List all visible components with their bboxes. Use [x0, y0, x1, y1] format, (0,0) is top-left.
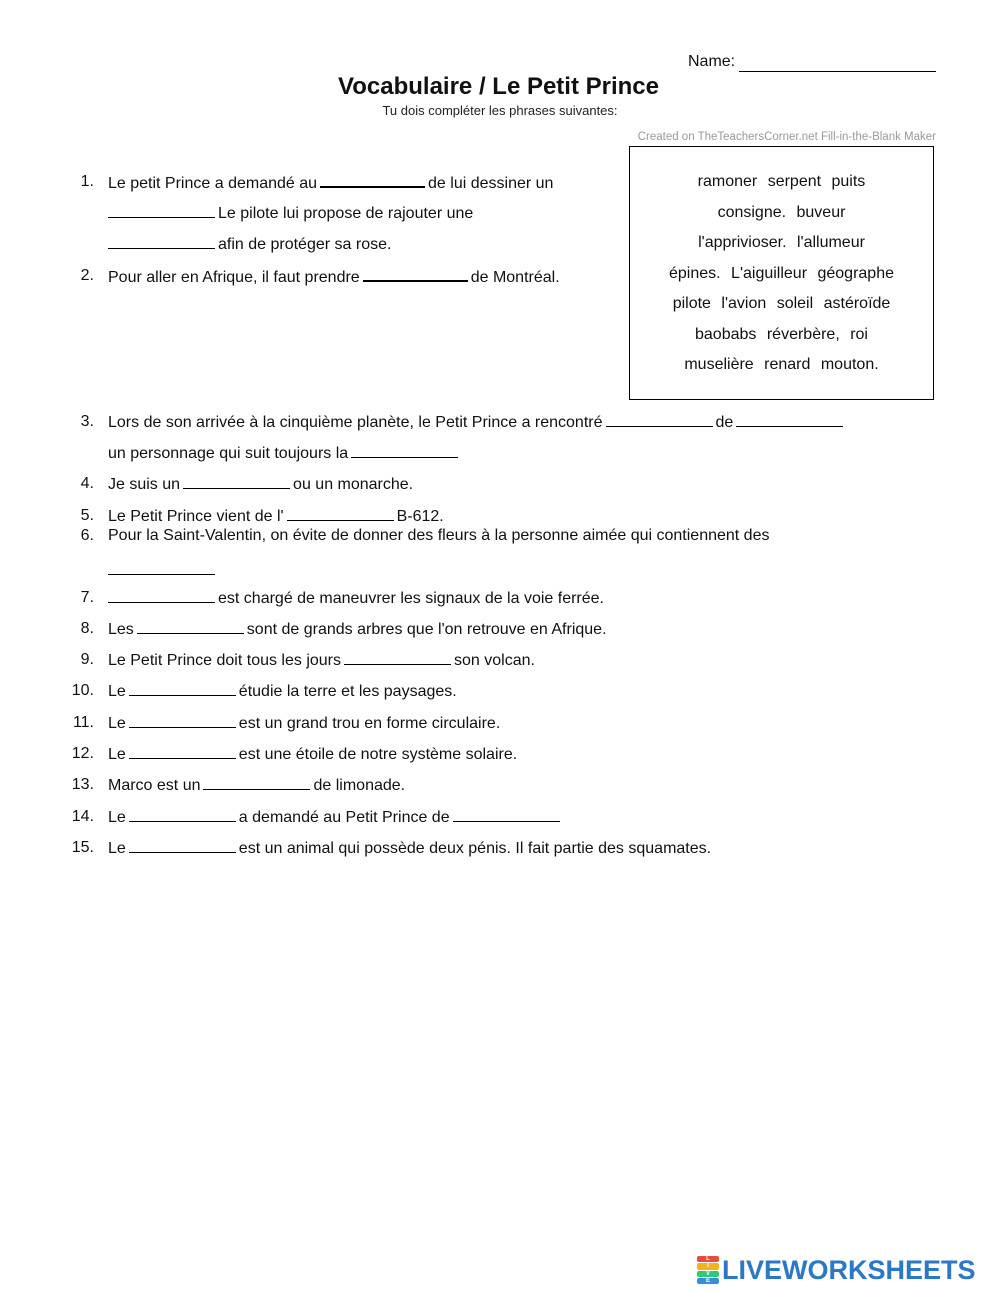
answer-blank[interactable] — [351, 443, 458, 458]
question-text: Les — [108, 621, 134, 638]
question-text: Le Petit Prince doit tous les jours — [108, 652, 342, 669]
question-text: étudie la terre et les paysages. — [238, 683, 457, 700]
answer-blank[interactable] — [108, 234, 215, 249]
question-text: afin de protéger sa rose. — [218, 236, 392, 253]
question-1-line-3 — [108, 234, 391, 255]
answer-blank[interactable] — [129, 744, 236, 759]
question-text: est un grand trou en forme circulaire. — [238, 715, 501, 732]
page-instructions: Tu dois compléter les phrases suivantes: — [382, 103, 618, 118]
question-text: Je suis un — [108, 476, 181, 493]
answer-blank[interactable] — [203, 775, 310, 790]
question-number: 4. — [80, 475, 94, 492]
question-7 — [108, 588, 604, 609]
question-text: Le — [108, 840, 126, 857]
question-text: Le Petit Prince vient de l' — [108, 508, 284, 525]
question-number: 7. — [80, 589, 94, 606]
answer-blank[interactable] — [344, 650, 451, 665]
page-title: Vocabulaire / Le Petit Prince — [338, 73, 659, 100]
question-text: Pour aller en Afrique, il faut prendre — [108, 269, 360, 286]
question-text: de lui dessiner un — [428, 175, 554, 192]
answer-blank[interactable] — [320, 172, 425, 188]
answer-blank[interactable] — [108, 203, 215, 218]
question-10 — [108, 681, 457, 702]
question-text: Le — [108, 683, 126, 700]
question-text: de — [715, 414, 734, 431]
question-8 — [108, 619, 607, 640]
word-bank-line: consigne. buveur — [717, 204, 846, 221]
question-text: est un animal qui possède deux pénis. Il fait partie des squamates. — [238, 840, 712, 857]
question-4 — [108, 474, 413, 495]
question-text: son volcan. — [454, 652, 535, 669]
question-3-line-1 — [108, 412, 846, 433]
question-text: ou un monarche. — [293, 476, 414, 493]
question-text: de Montréal. — [470, 269, 560, 286]
word-bank — [629, 146, 934, 400]
question-text: Le petit Prince a demandé au — [108, 175, 318, 192]
word-bank-line: pilote l'avion soleil astéroïde — [672, 295, 891, 312]
question-number: 13. — [71, 776, 94, 793]
answer-blank[interactable] — [137, 619, 244, 634]
word-bank-line: baobabs réverbère, roi — [695, 326, 868, 343]
word-bank-line: épines. L'aiguilleur géographe — [669, 265, 894, 282]
question-number: 10. — [71, 682, 94, 699]
answer-blank[interactable] — [453, 807, 560, 822]
answer-blank[interactable] — [287, 506, 394, 521]
question-text: B-612. — [396, 508, 444, 525]
word-bank-line: muselière renard mouton. — [684, 356, 879, 373]
answer-blank[interactable] — [129, 838, 236, 853]
answer-blank[interactable] — [129, 807, 236, 822]
question-text: Pour la Saint-Valentin, on évite de donner des fleurs à la personne aimée qui contiennent des — [108, 527, 770, 544]
question-13 — [108, 775, 405, 796]
question-text: est une étoile de notre système solaire. — [238, 746, 518, 763]
question-text: a demandé au Petit Prince de — [238, 809, 450, 826]
question-number: 2. — [80, 267, 94, 284]
answer-blank[interactable] — [183, 474, 290, 489]
question-11 — [108, 713, 500, 734]
answer-blank[interactable] — [129, 681, 236, 696]
question-number: 14. — [71, 808, 94, 825]
question-number: 3. — [80, 413, 94, 430]
question-text: Le — [108, 809, 126, 826]
question-6-line-1 — [108, 526, 769, 546]
word-bank-line: l'apprivioser. l'allumeur — [698, 234, 865, 251]
question-15 — [108, 838, 711, 859]
answer-blank[interactable] — [108, 588, 215, 603]
question-text: est chargé de maneuvrer les signaux de la voie ferrée. — [218, 590, 604, 607]
question-number: 9. — [80, 651, 94, 668]
answer-blank[interactable] — [108, 560, 215, 575]
answer-blank[interactable] — [736, 412, 843, 427]
question-5 — [108, 506, 444, 527]
logo-icon-tile: V — [697, 1271, 719, 1277]
logo-icon-tile: E — [697, 1278, 719, 1284]
question-14 — [108, 807, 563, 828]
question-number: 11. — [72, 714, 94, 731]
name-field[interactable] — [739, 71, 936, 72]
question-text: Le — [108, 715, 126, 732]
credit-text: Created on TheTeachersCorner.net Fill-in-the-Blank Maker — [637, 131, 936, 143]
logo-icon-tile: I — [697, 1263, 719, 1269]
question-text: Le pilote lui propose de rajouter une — [218, 205, 474, 222]
question-text: sont de grands arbres que l'on retrouve en Afrique. — [246, 621, 607, 638]
question-number: 12. — [71, 745, 94, 762]
question-6-line-2 — [108, 560, 218, 581]
question-number: 15. — [71, 839, 94, 856]
question-number: 5. — [80, 507, 94, 524]
answer-blank[interactable] — [363, 266, 468, 282]
question-text: Le — [108, 746, 126, 763]
word-bank-line: ramoner serpent puits — [697, 173, 866, 190]
question-9 — [108, 650, 535, 671]
logo-icon-tile: L — [697, 1256, 719, 1262]
question-2 — [108, 266, 560, 288]
question-text: Marco est un — [108, 777, 201, 794]
question-1-line-1 — [108, 172, 553, 194]
liveworksheets-logo-icon — [697, 1256, 719, 1284]
question-number: 8. — [80, 620, 94, 637]
liveworksheets-logo — [697, 1254, 976, 1286]
logo-text: LIVEWORKSHEETS — [722, 1254, 976, 1285]
question-number: 6. — [80, 527, 94, 544]
question-12 — [108, 744, 517, 765]
answer-blank[interactable] — [606, 412, 713, 427]
name-label: Name: — [688, 53, 736, 70]
question-text: un personnage qui suit toujours la — [108, 445, 349, 462]
question-1-line-2 — [108, 203, 473, 224]
question-text: Lors de son arrivée à la cinquième planète, le Petit Prince a rencontré — [108, 414, 603, 431]
question-number: 1. — [80, 173, 94, 190]
question-3-line-2 — [108, 443, 461, 464]
answer-blank[interactable] — [129, 713, 236, 728]
question-text: de limonade. — [313, 777, 406, 794]
